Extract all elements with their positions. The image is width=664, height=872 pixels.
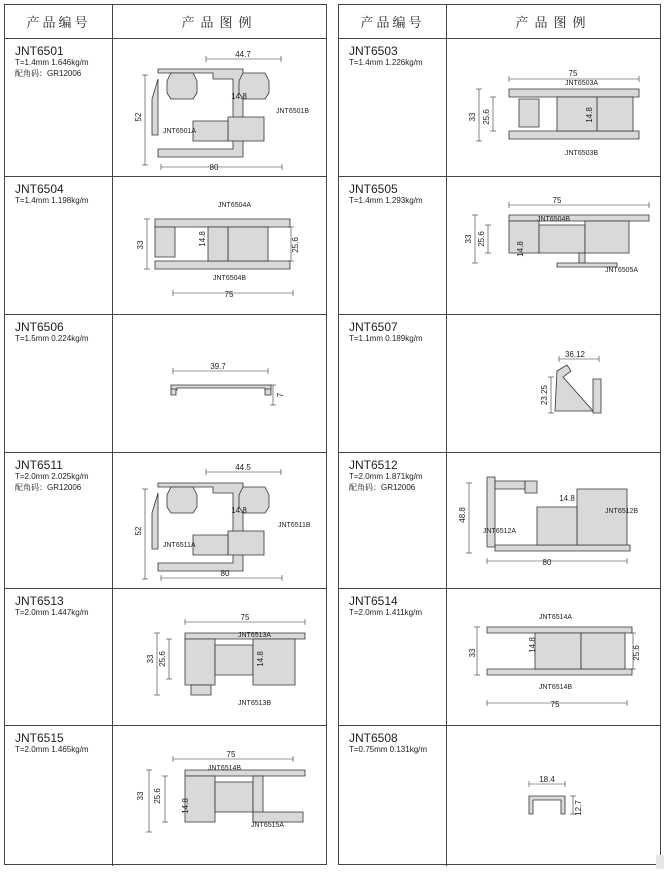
profile-section [228, 117, 264, 141]
product-spec: T=0.75mm 0.131kg/m [349, 745, 428, 754]
profile-section [155, 261, 290, 269]
dimension-value: 12.7 [574, 800, 583, 816]
part-label: JNT6504A [218, 202, 252, 209]
profile-section [193, 121, 228, 141]
product-info [339, 726, 447, 866]
profile-section [495, 545, 630, 551]
profile-figure [113, 315, 326, 452]
profile-figure [113, 589, 326, 725]
part-label: JNT6513A [238, 632, 272, 639]
table-header [339, 5, 660, 39]
part-label: JNT6504B [537, 216, 571, 223]
profile-section [487, 669, 632, 675]
profile-section [581, 633, 625, 669]
dimension-value: 25.6 [291, 237, 300, 253]
product-spec: T=1.4mm 1.646kg/m [15, 58, 89, 67]
left-catalog-panel [4, 4, 327, 865]
product-code: JNT6505 [349, 182, 398, 196]
profile-figure [447, 315, 660, 452]
product-spec: T=2.0mm 1.465kg/m [15, 745, 89, 754]
product-row-jnt6507 [339, 315, 660, 453]
product-spec: T=2.0mm 1.447kg/m [15, 608, 89, 617]
profile-section [167, 487, 197, 513]
profile-section [487, 477, 495, 547]
dimension-value: 14.8 [528, 637, 537, 653]
profile-section [191, 685, 211, 695]
product-spec: T=2.0mm 1.411kg/m [349, 608, 422, 617]
dimension-value: 75 [224, 290, 234, 299]
dimension-value: 23.25 [540, 384, 549, 406]
profile-figure [447, 39, 660, 176]
product-row-jnt6503 [339, 39, 660, 177]
profile-figure [447, 177, 660, 314]
product-row-jnt6512 [339, 453, 660, 589]
profile-section [171, 385, 271, 390]
profile-drawing [447, 726, 660, 866]
profile-drawing [447, 315, 660, 453]
product-code: JNT6514 [349, 594, 398, 608]
right-catalog-panel [338, 4, 661, 865]
profile-section [597, 97, 633, 131]
profile-section [593, 379, 601, 413]
dimension-value: 25.6 [153, 788, 162, 804]
product-info [5, 315, 113, 452]
part-label: JNT6501B [276, 108, 310, 115]
profile-section [152, 493, 158, 549]
product-code: JNT6507 [349, 320, 398, 334]
profile-section [495, 481, 525, 489]
profile-section [215, 645, 253, 675]
product-info [5, 453, 113, 588]
profile-figure [113, 726, 326, 866]
product-code: JNT6508 [349, 731, 398, 745]
product-code: JNT6515 [15, 731, 64, 745]
part-label: JNT6511B [278, 522, 311, 529]
profile-section [529, 796, 565, 814]
dimension-value: 33 [468, 112, 477, 122]
profile-section [519, 99, 539, 127]
product-spec: T=1.1mm 0.189kg/m [349, 334, 423, 343]
product-info [5, 39, 113, 176]
dimension-value: 14.8 [256, 651, 265, 667]
product-spec: T=1.4mm 1.198kg/m [15, 196, 89, 205]
product-code: JNT6513 [15, 594, 64, 608]
dimension-value: 25.6 [482, 109, 491, 125]
profile-drawing [447, 39, 660, 177]
dimension-value: 48.8 [458, 507, 467, 523]
profile-section [509, 89, 639, 97]
product-row-jnt6505 [339, 177, 660, 315]
part-label: JNT6504B [213, 275, 247, 282]
profile-drawing [447, 453, 660, 589]
dimension-value: 25.6 [477, 231, 486, 247]
product-row-jnt6501 [5, 39, 326, 177]
profile-drawing [447, 177, 660, 315]
corner-mark [656, 855, 664, 869]
profile-figure [113, 39, 326, 176]
dimension-value: 18.4 [539, 775, 555, 784]
profile-section [555, 365, 593, 411]
product-spec: T=1.5mm 0.224kg/m [15, 334, 89, 343]
profile-section [487, 627, 632, 633]
dimension-value: 52 [134, 112, 143, 122]
part-label: JNT6503A [565, 80, 599, 87]
dimension-value: 80 [542, 558, 552, 567]
corner-connector-code: 配角码：GR12006 [15, 69, 82, 78]
part-label: JNT6513B [238, 700, 272, 707]
dimension-value: 80 [209, 163, 219, 172]
product-row-jnt6511 [5, 453, 326, 589]
product-code: JNT6512 [349, 458, 398, 472]
profile-section [509, 215, 649, 221]
dimension-value: 14.8 [198, 231, 207, 247]
product-spec: T=1.4mm 1.226kg/m [349, 58, 423, 67]
profile-section [525, 481, 537, 493]
corner-connector-code: 配角码：GR12006 [15, 483, 82, 492]
part-label: JNT6511A [163, 542, 196, 549]
product-info [339, 453, 447, 588]
product-row-jnt6506 [5, 315, 326, 453]
dimension-value: 80 [220, 569, 230, 578]
dimension-value: 75 [550, 700, 560, 709]
profile-drawing [113, 453, 326, 589]
profile-section [171, 389, 176, 395]
corner-connector-code: 配角码：GR12006 [349, 483, 416, 492]
part-label: JNT6512B [605, 508, 639, 515]
profile-section [509, 131, 639, 139]
part-label: JNT6514B [539, 684, 573, 691]
profile-figure [447, 453, 660, 588]
dimension-value: 39.7 [210, 362, 226, 371]
dimension-value: 25.6 [158, 651, 167, 667]
product-code: JNT6506 [15, 320, 64, 334]
product-row-jnt6515 [5, 726, 326, 866]
dimension-value: 25.6 [632, 645, 641, 661]
profile-section [585, 221, 629, 253]
product-row-jnt6513 [5, 589, 326, 726]
part-label: JNT6503B [565, 150, 599, 157]
profile-section [253, 812, 303, 822]
profile-section [185, 639, 215, 685]
product-spec: T=2.0mm 2.025kg/m [15, 472, 89, 481]
dimension-value: 14.8 [231, 506, 247, 515]
profile-drawing [113, 177, 326, 315]
dimension-value: 75 [568, 69, 578, 78]
dimension-value: 33 [468, 648, 477, 658]
profile-section [537, 507, 577, 545]
profile-section [577, 489, 627, 545]
product-info [339, 39, 447, 176]
profile-section [185, 770, 305, 776]
profile-section [152, 79, 158, 135]
profile-figure [113, 453, 326, 588]
profile-figure [447, 589, 660, 725]
profile-section [155, 219, 290, 227]
profile-section [193, 535, 228, 555]
dimension-value: 44.5 [235, 463, 251, 472]
product-row-jnt6508 [339, 726, 660, 866]
table-header [5, 5, 326, 39]
dimension-value: 52 [134, 526, 143, 536]
profile-section [265, 389, 271, 395]
profile-drawing [447, 589, 660, 726]
part-label: JNT6514A [539, 614, 573, 621]
dimension-value: 14.8 [181, 798, 190, 814]
product-info [339, 315, 447, 452]
header-figure: 产品图例 [181, 15, 258, 30]
product-info [5, 589, 113, 725]
part-label: JNT6515A [251, 822, 285, 829]
product-spec: T=1.4mm 1.293kg/m [349, 196, 423, 205]
profile-section [228, 531, 264, 555]
product-code: JNT6501 [15, 44, 64, 58]
header-code: 产品编号 [339, 5, 447, 38]
part-label: JNT6501A [163, 128, 197, 135]
dimension-value: 33 [136, 240, 145, 250]
dimension-value: 7 [276, 392, 285, 398]
part-label: JNT6512A [483, 528, 517, 535]
dimension-value: 75 [226, 750, 236, 759]
product-code: JNT6504 [15, 182, 64, 196]
profile-section [208, 227, 228, 261]
product-info [339, 589, 447, 725]
profile-figure [447, 726, 660, 866]
dimension-value: 75 [552, 196, 562, 205]
part-label: JNT6505A [605, 267, 639, 274]
profile-section [228, 227, 268, 261]
product-info [339, 177, 447, 314]
dimension-value: 33 [464, 234, 473, 244]
product-spec: T=2.0mm 1.871kg/m [349, 472, 423, 481]
product-row-jnt6504 [5, 177, 326, 315]
dimension-value: 14.8 [516, 241, 525, 257]
profile-drawing [113, 39, 326, 177]
product-code: JNT6511 [15, 458, 63, 472]
profile-section [535, 633, 581, 669]
product-row-jnt6514 [339, 589, 660, 726]
dimension-value: 14.8 [559, 494, 575, 503]
header-code: 产品编号 [5, 5, 113, 38]
product-info [5, 177, 113, 314]
product-code: JNT6503 [349, 44, 398, 58]
dimension-value: 33 [146, 654, 155, 664]
profile-section [215, 782, 253, 812]
dimension-value: 14.8 [585, 107, 594, 123]
profile-section [579, 253, 585, 263]
profile-figure [113, 177, 326, 314]
profile-drawing [113, 726, 326, 866]
profile-section [539, 225, 585, 253]
product-info [5, 726, 113, 866]
dimension-value: 75 [240, 613, 250, 622]
dimension-value: 36.12 [564, 350, 586, 359]
profile-section [155, 227, 175, 257]
dimension-value: 14.8 [231, 92, 247, 101]
dimension-value: 44.7 [235, 50, 251, 59]
dimension-value: 33 [136, 791, 145, 801]
profile-drawing [113, 315, 326, 453]
part-label: JNT6514B [208, 765, 242, 772]
header-figure: 产品图例 [515, 15, 592, 30]
profile-section [167, 73, 197, 99]
profile-drawing [113, 589, 326, 726]
